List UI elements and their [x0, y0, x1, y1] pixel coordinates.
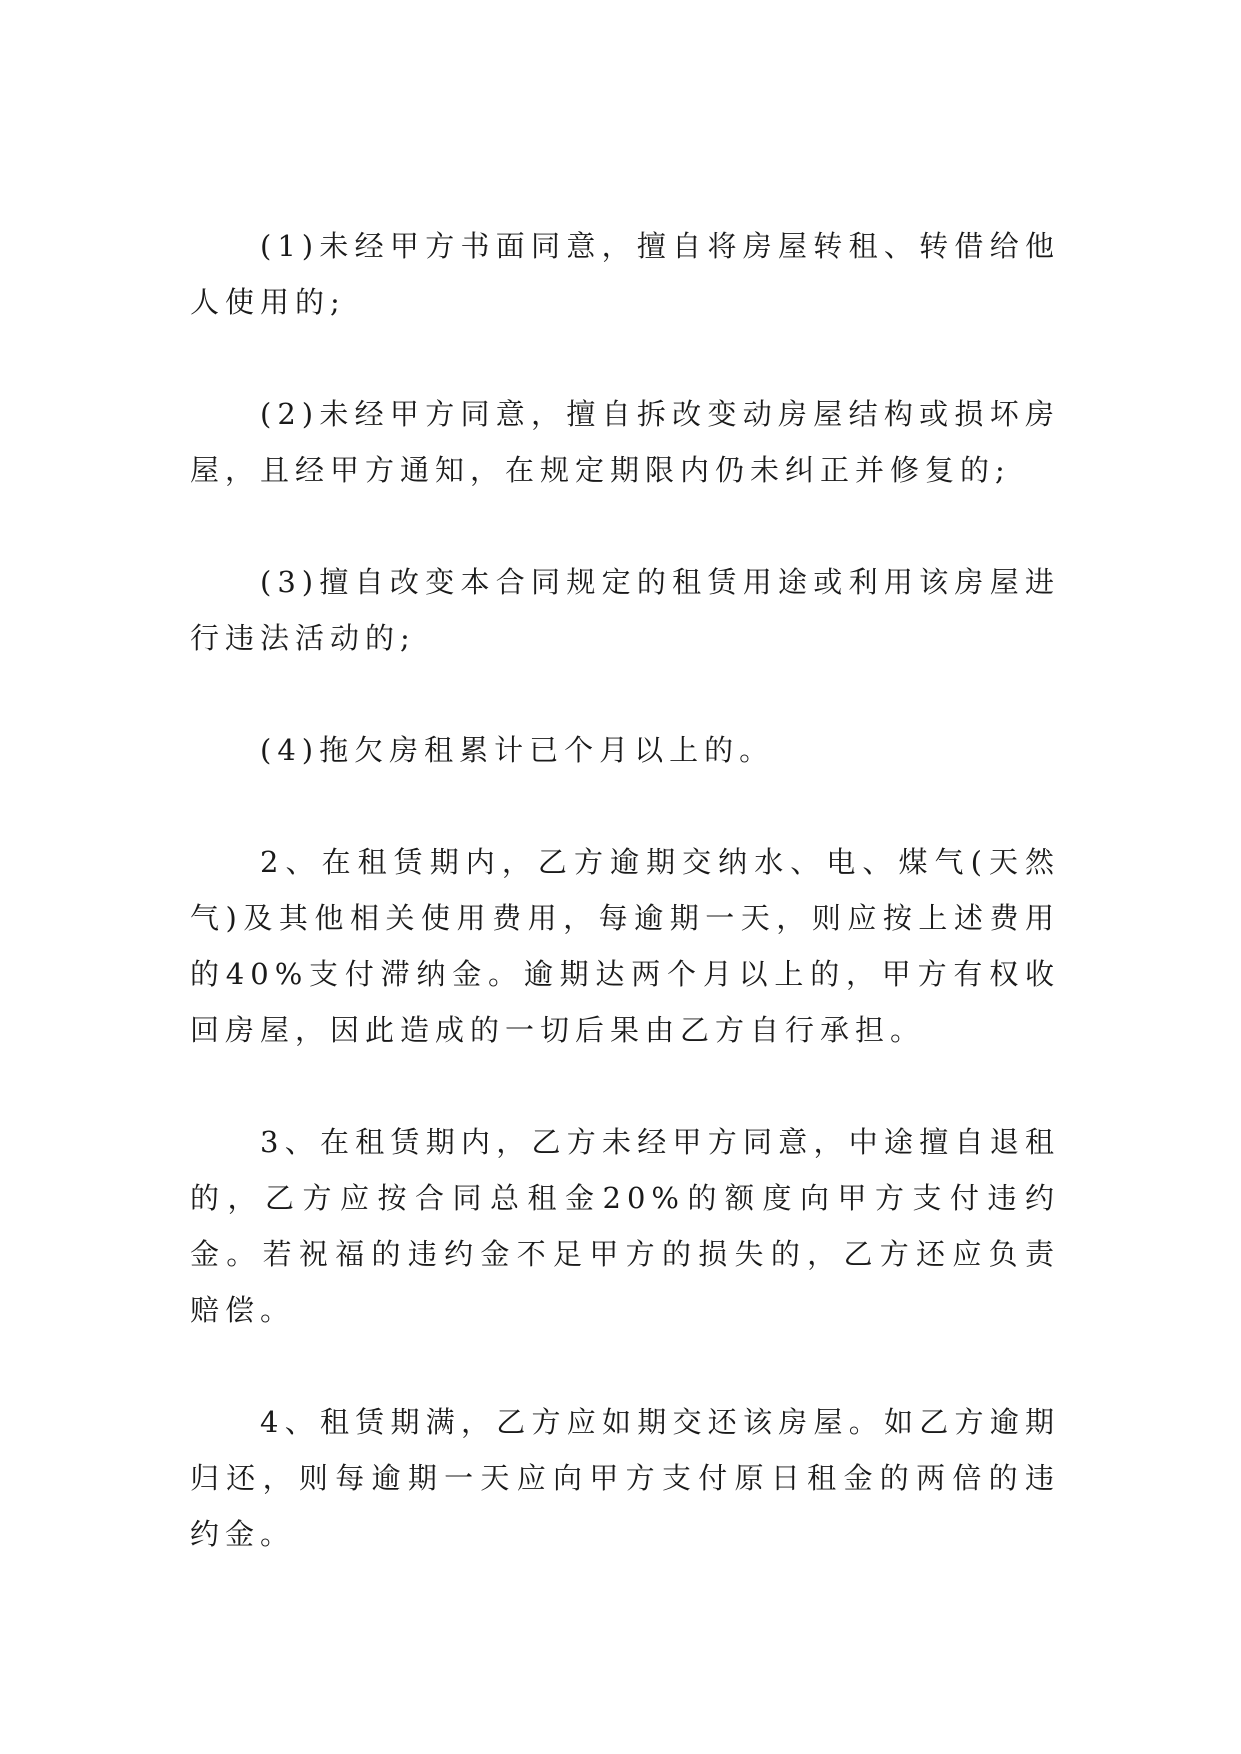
- clause-1-item-2: (2)未经甲方同意，擅自拆改变动房屋结构或损坏房屋，且经甲方通知，在规定期限内仍未纠正并修复的;: [190, 397, 1060, 487]
- clause-1-item-4: (4)拖欠房租累计已个月以上的。: [260, 733, 775, 767]
- clause-4: 4、租赁期满，乙方应如期交还该房屋。如乙方逾期归还，则每逾期一天应向甲方支付原日租金的两倍的违约金。: [190, 1405, 1060, 1551]
- clause-1-item-3: (3)擅自改变本合同规定的租赁用途或利用该房屋进行违法活动的;: [190, 565, 1060, 655]
- clause-2: 2、在租赁期内，乙方逾期交纳水、电、煤气(天然气)及其他相关使用费用，每逾期一天，则应按上述费用的40%支付滞纳金。逾期达两个月以上的，甲方有权收回房屋，因此造成的一切后果由乙方自行承担。: [190, 845, 1060, 1047]
- clause-1-item-1: (1)未经甲方书面同意，擅自将房屋转租、转借给他人使用的;: [190, 229, 1060, 319]
- clause-3: 3、在租赁期内，乙方未经甲方同意，中途擅自退租的，乙方应按合同总租金20%的额度向甲方支付违约金。若祝福的违约金不足甲方的损失的，乙方还应负责赔偿。: [190, 1125, 1060, 1327]
- document-body: [190, 218, 1060, 1618]
